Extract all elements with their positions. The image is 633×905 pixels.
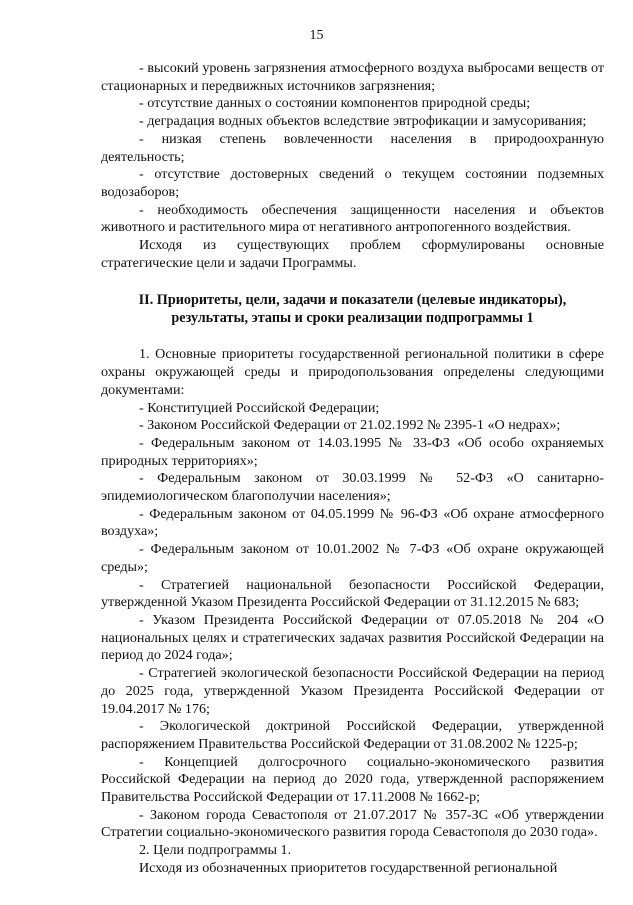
document-item: - Федеральным законом от 04.05.1999 № 96-ФЗ «Об охране атмосферного воздуха»; — [101, 505, 604, 540]
document-item: - Законом Российской Федерации от 21.02.1992 № 2395-1 «О недрах»; — [139, 417, 561, 434]
problem-item: - деградация водных объектов вследствие эвтрофикации и замусоривания; — [139, 113, 587, 130]
section-heading-line2: результаты, этапы и сроки реализации подпрограммы 1 — [171, 310, 534, 327]
document-item: - Федеральным законом от 14.03.1995 № 33-ФЗ «Об особо охраняемых природных территориях»; — [101, 434, 604, 469]
section-heading-line1: II. Приоритеты, цели, задачи и показатели (целевые индикаторы), — [138, 292, 567, 309]
document-item: - Федеральным законом от 10.01.2002 № 7-ФЗ «Об охране окружающей среды»; — [101, 541, 604, 575]
problem-item: - необходимость обеспечения защищенности населения и объектов животного и растительного мира от негативного антропогенного воздействия. — [101, 201, 604, 236]
last-line: Исходя из обозначенных приоритетов государственной региональной — [139, 859, 558, 876]
page-content — [101, 60, 604, 878]
document-item: - Концепцией долгосрочного социально-экономического развития Российской Федерации на период до 2020 года, утвержденной распоряжением Правительства Российской Федерации от 17.11.2008 № 1662-р; — [101, 753, 604, 806]
problem-item: - низкая степень вовлеченности населения в природоохранную деятельность; — [101, 130, 604, 165]
intro-paragraph: 1. Основные приоритеты государственной региональной политики в сфере охраны окружающей среды и природопользования определены следующими документами: — [101, 346, 604, 398]
document-item: - Конституцией Российской Федерации; — [139, 399, 380, 416]
document-item: - Законом города Севастополя от 21.07.2017 № 357-ЗС «Об утверждении Стратегии социально-экономического развития города Севастополя до 2030 года». — [101, 806, 604, 841]
problem-item: - отсутствие данных о состоянии компонентов природной среды; — [139, 95, 531, 112]
page-number: 15 — [309, 28, 324, 43]
problem-item: - высокий уровень загрязнения атмосферного воздуха выбросами веществ от стационарных и передвижных источников загрязнения; — [101, 60, 604, 94]
goals-heading: 2. Цели подпрограммы 1. — [139, 842, 292, 859]
document-item: - Экологической доктриной Российской Федерации, утвержденной распоряжением Правительства Российской Федерации от 31.08.2002 № 1225-р; — [101, 718, 604, 752]
document-item: - Стратегией экологической безопасности Российской Федерации на период до 2025 года, утвержденной Указом Президента Российской Федерации от 19.04.2017 № 176; — [101, 665, 604, 717]
summary-paragraph: Исходя из существующих проблем сформулированы основные стратегические цели и задачи Программы. — [101, 237, 604, 271]
document-item: - Указом Президента Российской Федерации от 07.05.2018 № 204 «О национальных целях и стратегических задачах развития Российской Федерации на период до 2024 года»; — [101, 611, 604, 664]
document-item: - Федеральным законом от 30.03.1999 № 52-ФЗ «О санитарно-эпидемиологическом благополучии населения»; — [101, 470, 604, 505]
document-item: - Стратегией национальной безопасности Российской Федерации, утвержденной Указом Президента Российской Федерации от 31.12.2015 № 683; — [101, 576, 604, 611]
problem-item: - отсутствие достоверных сведений о текущем состоянии подземных водозаборов; — [101, 166, 604, 200]
